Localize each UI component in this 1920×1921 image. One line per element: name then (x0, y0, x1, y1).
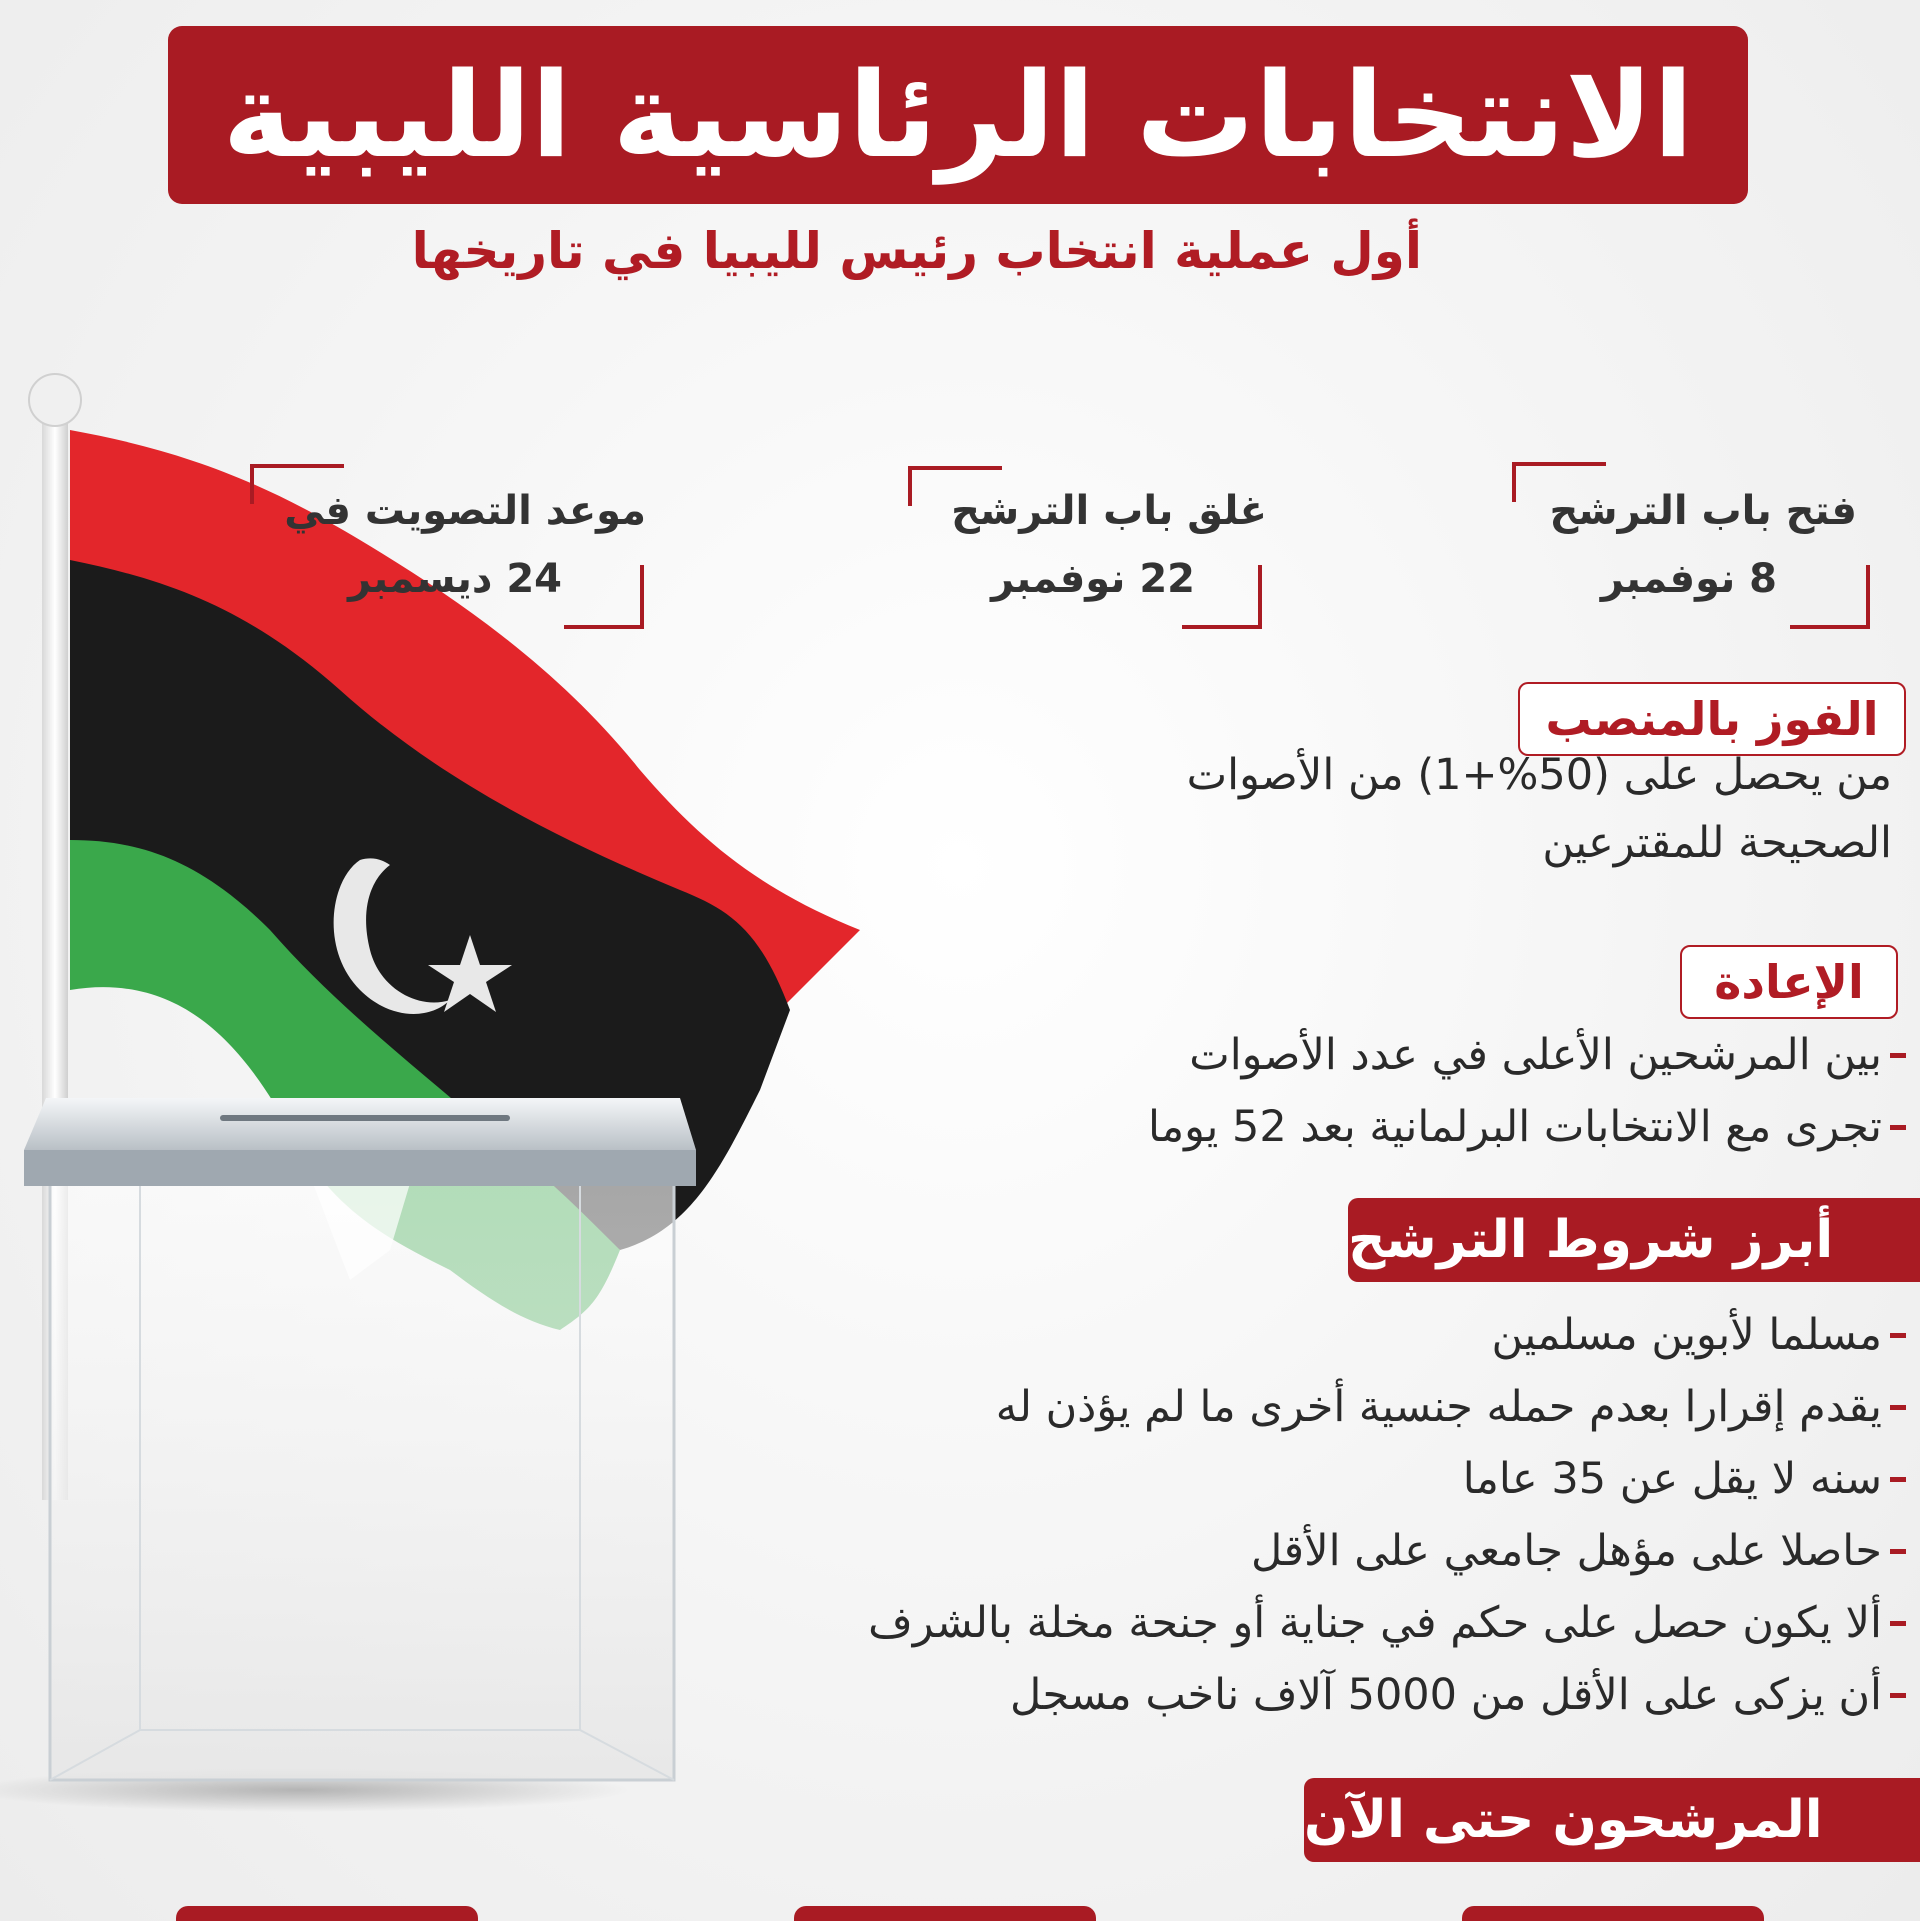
date-label-close: غلق باب الترشح (951, 488, 1267, 534)
runoff-item-2: تجرى مع الانتخابات البرلمانية بعد 52 يوما (1148, 1102, 1882, 1152)
list-item (1010, 1670, 1906, 1720)
winning-line-2: الصحيحة للمقترعين (1542, 818, 1892, 868)
date-bracket-open-br (1790, 565, 1870, 629)
date-label-open: فتح باب الترشح (1549, 488, 1857, 534)
list-item (1251, 1526, 1906, 1576)
conditions-title: أبرز شروط الترشح (1348, 1198, 1920, 1282)
candidate-card (176, 1906, 478, 1921)
candidates-title: المرشحون حتى الآن (1304, 1778, 1920, 1862)
bullet-dash (1890, 1477, 1906, 1482)
condition-item-1: مسلما لأبوين مسلمين (1491, 1310, 1882, 1360)
date-label-vote: موعد التصويت في (284, 488, 646, 534)
winning-line-1: من يحصل على (50%+1) من الأصوات (1186, 750, 1892, 800)
condition-item-3: سنه لا يقل عن 35 عاما (1462, 1454, 1882, 1504)
date-bracket-vote-br (564, 565, 644, 629)
winning-title: الفوز بالمنصب (1518, 682, 1906, 756)
runoff-title: الإعادة (1680, 945, 1898, 1019)
list-item (1491, 1310, 1906, 1360)
bullet-dash (1890, 1549, 1906, 1554)
date-bracket-close-br (1182, 565, 1262, 629)
condition-item-2: يقدم إقرارا بعدم حمله جنسية أخرى ما لم يؤذن له (995, 1382, 1882, 1432)
bullet-dash (1890, 1405, 1906, 1410)
bullet-dash (1890, 1621, 1906, 1626)
condition-item-5: ألا يكون حصل على حكم في جناية أو جنحة مخلة بالشرف (868, 1598, 1882, 1648)
bullet-dash (1890, 1333, 1906, 1338)
candidate-card (794, 1906, 1096, 1921)
bullet-dash (1890, 1053, 1906, 1058)
candidate-card (1462, 1906, 1764, 1921)
date-value-close: 22 نوفمبر (991, 556, 1195, 602)
condition-item-4: حاصلا على مؤهل جامعي على الأقل (1250, 1526, 1882, 1576)
list-item (996, 1382, 1906, 1432)
runoff-list (906, 1030, 1906, 1180)
ballot-box (0, 1098, 696, 1812)
title-banner (168, 26, 1748, 204)
conditions-list (606, 1310, 1906, 1750)
runoff-item-1: بين المرشحين الأعلى في عدد الأصوات (1189, 1030, 1882, 1080)
page-title: الانتخابات الرئاسية الليبية (222, 46, 1694, 184)
list-item (1189, 1030, 1906, 1080)
bullet-dash (1890, 1693, 1906, 1698)
list-item (1148, 1102, 1906, 1152)
list-item (1463, 1454, 1906, 1504)
page-subtitle: أول عملية انتخاب رئيس لليبيا في تاريخها (411, 222, 1422, 280)
date-value-open: 8 نوفمبر (1600, 556, 1777, 602)
date-value-vote: 24 ديسمبر (348, 556, 562, 602)
bullet-dash (1890, 1125, 1906, 1130)
condition-item-6: أن يزكى على الأقل من 5000 آلاف ناخب مسجل (1009, 1670, 1882, 1720)
list-item (868, 1598, 1906, 1648)
